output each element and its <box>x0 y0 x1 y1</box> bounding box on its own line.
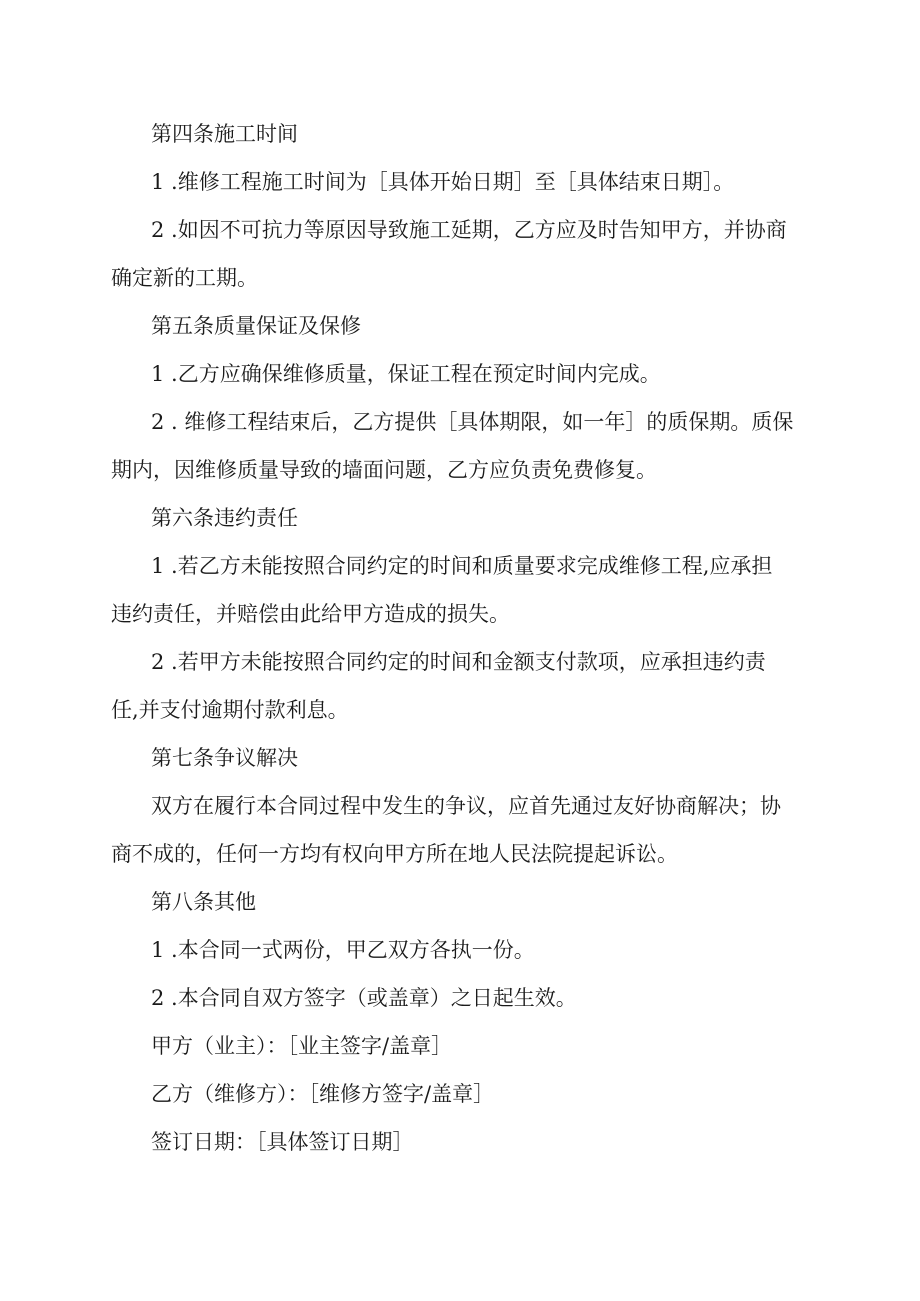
article-5-clause-1: 1 .乙方应确保维修质量，保证工程在预定时间内完成。 <box>151 362 661 386</box>
article-5-heading: 第五条质量保证及保修 <box>151 314 361 338</box>
signing-date-line: 签订日期：［具体签订日期］ <box>151 1130 414 1154</box>
article-6-clause-2: 2 .若甲方未能按照合同约定的时间和金额支付款项，应承担违约责 <box>151 650 766 674</box>
party-b-signature-line: 乙方（维修方）：［维修方签字/盖章］ <box>151 1082 495 1106</box>
article-6-clause-1: 1 .若乙方未能按照合同约定的时间和质量要求完成维修工程,应承担 <box>151 554 773 578</box>
article-6-heading: 第六条违约责任 <box>151 506 298 530</box>
article-6-clause-2-cont: 任,并支付逾期付款利息。 <box>111 698 349 722</box>
article-5-clause-2: 2 . 维修工程结束后，乙方提供［具体期限，如一年］的质保期。质保 <box>151 410 794 434</box>
article-7-body-cont: 商不成的，任何一方均有权向甲方所在地人民法院提起诉讼。 <box>111 842 678 866</box>
article-4-clause-1: 1 .维修工程施工时间为［具体开始日期］至［具体结束日期］。 <box>151 170 735 194</box>
article-4-heading: 第四条施工时间 <box>151 122 298 146</box>
party-a-signature-line: 甲方（业主）：［业主签字/盖章］ <box>151 1034 453 1058</box>
article-7-body: 双方在履行本合同过程中发生的争议，应首先通过友好协商解决；协 <box>151 794 781 818</box>
article-5-clause-2-cont: 期内，因维修质量导致的墙面问题，乙方应负责免费修复。 <box>111 458 657 482</box>
article-8-heading: 第八条其他 <box>151 890 256 914</box>
article-4-clause-2: 2 .如因不可抗力等原因导致施工延期，乙方应及时告知甲方，并协商 <box>151 218 787 242</box>
article-8-clause-1: 1 .本合同一式两份，甲乙双方各执一份。 <box>151 938 535 962</box>
article-7-heading: 第七条争议解决 <box>151 746 298 770</box>
article-4-clause-2-cont: 确定新的工期。 <box>111 266 258 290</box>
article-6-clause-1-cont: 违约责任，并赔偿由此给甲方造成的损失。 <box>111 602 510 626</box>
article-8-clause-2: 2 .本合同自双方签字（或盖章）之日起生效。 <box>151 986 577 1010</box>
